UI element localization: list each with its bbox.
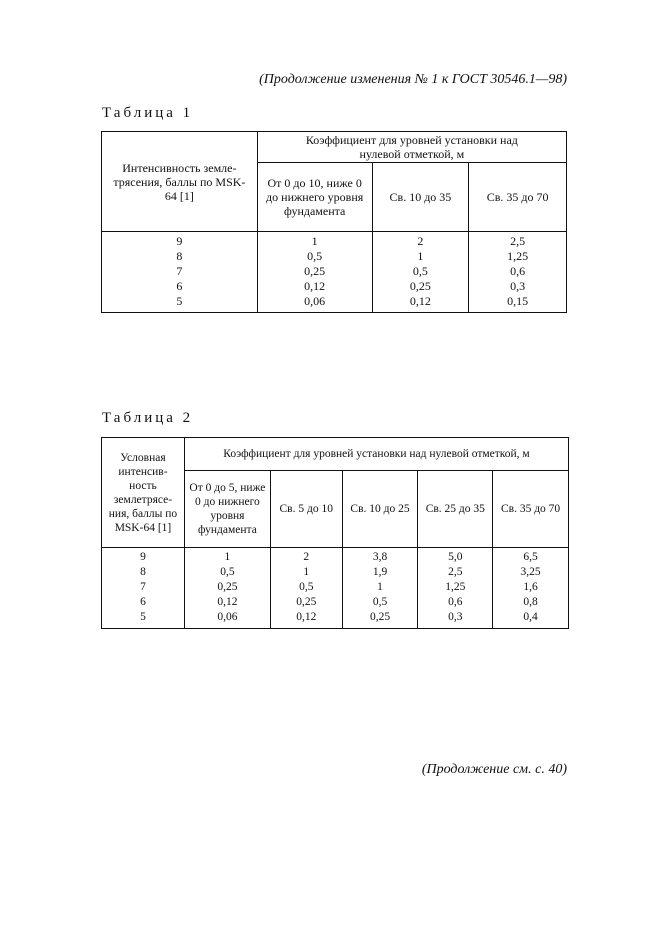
coefficient-cell: 0,06 — [184, 610, 270, 629]
column-group-header: Коэффициент для уровней установки над нулевой отметкой, м — [257, 132, 566, 163]
coefficient-cell: 0,25 — [257, 264, 372, 279]
coefficient-cell: 0,25 — [184, 580, 270, 595]
coefficient-cell: 2,5 — [418, 565, 493, 580]
column-header: От 0 до 10, ниже 0 до нижнего уровня фундамента — [257, 163, 372, 232]
coefficient-cell: 0,25 — [270, 595, 342, 610]
coefficient-cell: 1,25 — [418, 580, 493, 595]
table-1 — [101, 131, 567, 313]
intensity-cell: 5 — [102, 610, 185, 629]
column-header: От 0 до 5, ниже 0 до нижнего уровня фундамента — [184, 471, 270, 548]
column-header: Св. 35 до 70 — [493, 471, 569, 548]
table-row — [102, 548, 569, 566]
coefficient-cell: 0,12 — [257, 279, 372, 294]
table-1-body — [102, 232, 567, 313]
table-row — [102, 565, 569, 580]
coefficient-cell: 1 — [257, 232, 372, 250]
intensity-cell: 7 — [102, 264, 258, 279]
coefficient-cell: 1,6 — [493, 580, 569, 595]
table-2-body — [102, 548, 569, 629]
table-row — [102, 232, 567, 250]
column-header: Св. 25 до 35 — [418, 471, 493, 548]
intensity-cell: 9 — [102, 232, 258, 250]
intensity-cell: 6 — [102, 595, 185, 610]
table-2-caption: Таблица 2 — [102, 410, 194, 426]
coefficient-cell: 1 — [372, 249, 469, 264]
coefficient-cell: 1 — [270, 565, 342, 580]
coefficient-cell: 0,5 — [270, 580, 342, 595]
coefficient-cell: 0,3 — [469, 279, 567, 294]
coefficient-cell: 2 — [372, 232, 469, 250]
coefficient-cell: 0,25 — [342, 610, 418, 629]
column-header-intensity: Интенсивность земле-трясения, баллы по MSK-64 [1] — [102, 132, 258, 232]
table-row — [102, 610, 569, 629]
intensity-cell: 8 — [102, 249, 258, 264]
table-row — [102, 279, 567, 294]
table-row — [102, 249, 567, 264]
coefficient-cell: 0,25 — [372, 279, 469, 294]
coefficient-cell: 1 — [342, 580, 418, 595]
coefficient-cell: 0,5 — [342, 595, 418, 610]
coefficient-cell: 2 — [270, 548, 342, 566]
coefficient-cell: 0,5 — [257, 249, 372, 264]
coefficient-cell: 3,25 — [493, 565, 569, 580]
intensity-cell: 5 — [102, 294, 258, 313]
coefficient-cell: 0,12 — [184, 595, 270, 610]
coefficient-cell: 0,5 — [372, 264, 469, 279]
intensity-cell: 9 — [102, 548, 185, 566]
coefficient-cell: 5,0 — [418, 548, 493, 566]
column-header: Св. 5 до 10 — [270, 471, 342, 548]
continuation-note: (Продолжение см. с. 40) — [421, 762, 567, 777]
coefficient-cell: 2,5 — [469, 232, 567, 250]
coefficient-cell: 0,6 — [418, 595, 493, 610]
coefficient-cell: 1 — [184, 548, 270, 566]
column-header: Св. 10 до 25 — [342, 471, 418, 548]
coefficient-cell: 1,9 — [342, 565, 418, 580]
column-group-header: Коэффициент для уровней установки над нулевой отметкой, м — [184, 438, 568, 471]
coefficient-cell: 3,8 — [342, 548, 418, 566]
coefficient-cell: 0,6 — [469, 264, 567, 279]
table-1-caption: Таблица 1 — [102, 105, 194, 121]
column-header-intensity: Условная интенсив-ность землетрясе-ния, баллы по MSK-64 [1] — [102, 438, 185, 548]
table-row — [102, 580, 569, 595]
intensity-cell: 7 — [102, 580, 185, 595]
table-row — [102, 294, 567, 313]
column-header: Св. 35 до 70 — [469, 163, 567, 232]
coefficient-cell: 0,8 — [493, 595, 569, 610]
running-header: (Продолжение изменения № 1 к ГОСТ 30546.1—98) — [259, 72, 567, 87]
intensity-cell: 6 — [102, 279, 258, 294]
coefficient-cell: 0,12 — [372, 294, 469, 313]
column-header: Св. 10 до 35 — [372, 163, 469, 232]
coefficient-cell: 0,12 — [270, 610, 342, 629]
table-row — [102, 595, 569, 610]
intensity-cell: 8 — [102, 565, 185, 580]
coefficient-cell: 0,06 — [257, 294, 372, 313]
table-2 — [101, 437, 569, 629]
coefficient-cell: 0,4 — [493, 610, 569, 629]
coefficient-cell: 0,3 — [418, 610, 493, 629]
coefficient-cell: 6,5 — [493, 548, 569, 566]
coefficient-cell: 1,25 — [469, 249, 567, 264]
coefficient-cell: 0,5 — [184, 565, 270, 580]
coefficient-cell: 0,15 — [469, 294, 567, 313]
table-row — [102, 264, 567, 279]
